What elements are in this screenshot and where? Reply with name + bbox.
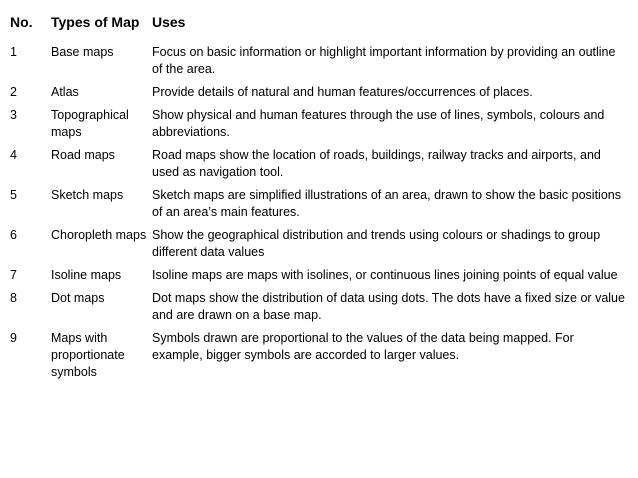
row-map-type: Choropleth maps	[51, 228, 147, 242]
table-row	[10, 187, 625, 227]
row-map-type: Base maps	[51, 45, 114, 59]
map-types-table	[10, 13, 625, 387]
header-uses: Uses	[152, 14, 186, 30]
row-number: 6	[10, 228, 17, 242]
table-row	[10, 44, 625, 84]
row-uses: Dot maps show the distribution of data using dots. The dots have a fixed size or value and are drawn on a base map.	[152, 291, 625, 322]
row-number: 5	[10, 188, 17, 202]
header-no: No.	[10, 14, 33, 30]
row-map-type: Road maps	[51, 148, 115, 162]
row-map-type: Isoline maps	[51, 268, 122, 282]
row-uses: Provide details of natural and human features/occurrences of places.	[152, 85, 533, 99]
table-row	[10, 290, 625, 330]
table-row	[10, 147, 625, 187]
row-uses: Show the geographical distribution and trends using colours or shadings to group different data values	[152, 228, 601, 259]
row-map-type: Maps with proportionate symbols	[51, 331, 125, 379]
row-uses: Focus on basic information or highlight important information by providing an outline of the area.	[152, 45, 616, 76]
table-header-row	[10, 13, 625, 44]
row-number: 2	[10, 85, 17, 99]
table-row	[10, 227, 625, 267]
row-uses: Road maps show the location of roads, buildings, railway tracks and airports, and used as navigation tool.	[152, 148, 601, 179]
table-row	[10, 267, 625, 290]
table-row	[10, 84, 625, 107]
row-uses: Show physical and human features through the use of lines, symbols, colours and abbreviations.	[152, 108, 605, 139]
row-uses: Sketch maps are simplified illustrations of an area, drawn to show the basic positions of an area’s main features.	[152, 188, 621, 219]
row-number: 4	[10, 148, 17, 162]
row-map-type: Atlas	[51, 85, 79, 99]
row-uses: Isoline maps are maps with isolines, or continuous lines joining points of equal value	[152, 268, 618, 282]
row-number: 1	[10, 45, 17, 59]
row-number: 3	[10, 108, 17, 122]
row-map-type: Topographical maps	[51, 108, 129, 139]
table-row	[10, 107, 625, 147]
row-number: 7	[10, 268, 17, 282]
row-map-type: Sketch maps	[51, 188, 124, 202]
table-body	[10, 44, 625, 387]
table-row	[10, 330, 625, 387]
row-number: 9	[10, 331, 17, 345]
row-number: 8	[10, 291, 17, 305]
header-type: Types of Map	[51, 14, 140, 30]
row-map-type: Dot maps	[51, 291, 105, 305]
row-uses: Symbols drawn are proportional to the values of the data being mapped. For example, bigger symbols are accorded to larger values.	[152, 331, 574, 362]
